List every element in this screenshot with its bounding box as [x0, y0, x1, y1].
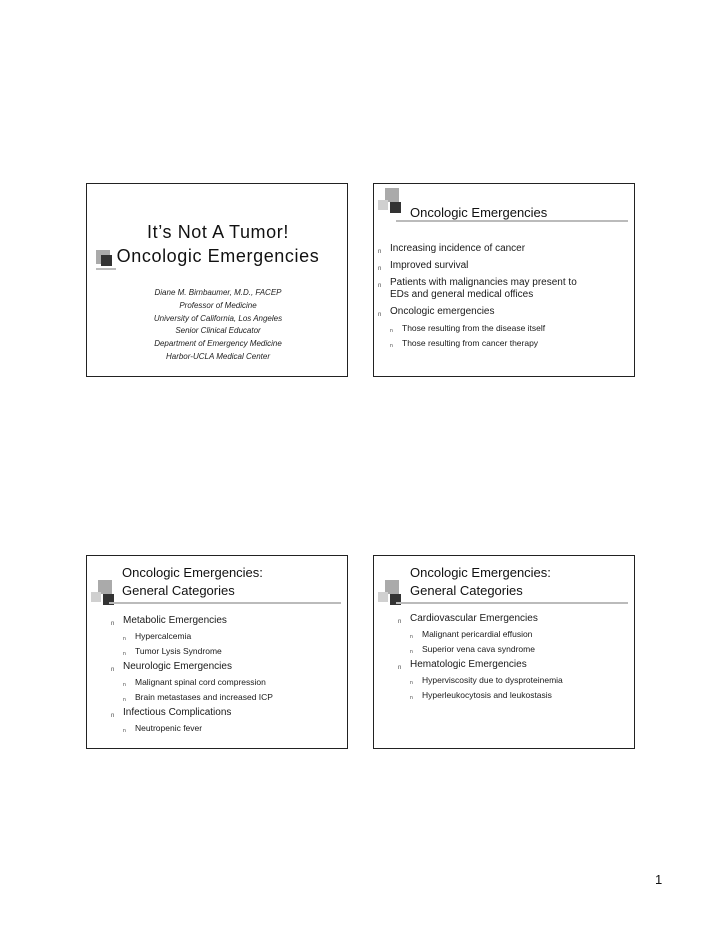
list-item: n Neurologic Emergencies	[111, 661, 273, 673]
list-item: n Infectious Complications	[111, 707, 273, 719]
slide-title-line-1: Oncologic Emergencies:	[410, 565, 551, 580]
sub-list-item: n Tumor Lysis Syndrome	[111, 646, 273, 657]
decorative-block	[378, 200, 388, 210]
sub-list-item: n Hypercalcemia	[111, 631, 273, 642]
decorative-block	[91, 592, 101, 602]
decorative-line	[96, 268, 116, 270]
bullet-marker: n	[123, 728, 126, 734]
sub-list-item: n Neutropenic fever	[111, 723, 273, 734]
bullet-marker: n	[123, 636, 126, 642]
bullet-marker: n	[390, 328, 393, 334]
bullet-marker: n	[123, 682, 126, 688]
page-number: 1	[655, 872, 663, 887]
sub-list-item: n Those resulting from cancer therapy	[378, 338, 577, 349]
bullet-marker: n	[410, 649, 413, 655]
title-line-2: Oncologic Emergencies	[116, 246, 320, 266]
list-item: n Oncologic emergencies	[378, 306, 577, 318]
bullet-marker: n	[378, 266, 382, 272]
bullet-marker: n	[410, 695, 413, 701]
decorative-block	[378, 592, 388, 602]
bullet-marker: n	[111, 667, 115, 673]
list-item: n Patients with malignancies may present to	[378, 277, 577, 289]
bullet-list	[111, 615, 273, 734]
slide-title-line-2: General Categories	[410, 583, 523, 598]
bullet-marker: n	[111, 621, 115, 627]
author-center: Harbor-UCLA Medical Center	[165, 351, 271, 361]
bullet-marker: n	[378, 312, 382, 318]
sub-list-item: n Hyperleukocytosis and leukostasis	[398, 690, 563, 701]
list-item: n Metabolic Emergencies	[111, 615, 273, 627]
bullet-marker: n	[398, 619, 402, 625]
bullet-marker: n	[398, 665, 402, 671]
bullet-marker: n	[378, 249, 382, 255]
bullet-marker: n	[378, 283, 382, 289]
bullet-list	[378, 243, 577, 349]
slide-general-categories-2	[373, 555, 635, 749]
slide-title-line-1: Oncologic Emergencies:	[122, 565, 263, 580]
bullet-marker: n	[123, 651, 126, 657]
title-line-1: It’s Not A Tumor!	[147, 222, 289, 242]
list-item: n Hematologic Emergencies	[398, 659, 563, 671]
bullet-marker: n	[123, 697, 126, 703]
decorative-block	[390, 202, 401, 213]
sub-list-item: n Hyperviscosity due to dysproteinemia	[398, 675, 563, 686]
slide-title-page	[86, 183, 348, 377]
bullet-marker: n	[410, 680, 413, 686]
list-item: n Increasing incidence of cancer	[378, 243, 577, 255]
slide-oncologic-emergencies	[373, 183, 635, 377]
author-credits	[87, 287, 348, 364]
slide-general-categories-1	[86, 555, 348, 749]
slide-title: Oncologic Emergencies	[410, 205, 548, 220]
decorative-line	[109, 602, 341, 604]
bullet-list	[398, 613, 563, 701]
sub-list-item: n Superior vena cava syndrome	[398, 644, 563, 655]
author-university: University of California, Los Angeles	[153, 313, 283, 323]
author-name: Diane M. Birnbaumer, M.D., FACEP	[154, 288, 282, 297]
sub-list-item: n Malignant pericardial effusion	[398, 629, 563, 640]
list-item: n Improved survival	[378, 260, 577, 272]
bullet-marker: n	[410, 634, 413, 640]
author-title: Professor of Medicine	[179, 300, 257, 310]
sub-list-item: n Those resulting from the disease itself	[378, 323, 577, 334]
decorative-line	[396, 602, 628, 604]
list-item: n Cardiovascular Emergencies	[398, 613, 563, 625]
author-role: Senior Clinical Educator	[175, 326, 261, 336]
bullet-marker: n	[111, 713, 115, 719]
list-item-continuation: EDs and general medical offices	[390, 289, 534, 300]
sub-list-item: n Malignant spinal cord compression	[111, 677, 273, 688]
bullet-marker: n	[390, 343, 393, 349]
slide-title-line-2: General Categories	[122, 583, 235, 598]
sub-list-item: n Brain metastases and increased ICP	[111, 692, 273, 703]
author-department: Department of Emergency Medicine	[154, 339, 282, 349]
